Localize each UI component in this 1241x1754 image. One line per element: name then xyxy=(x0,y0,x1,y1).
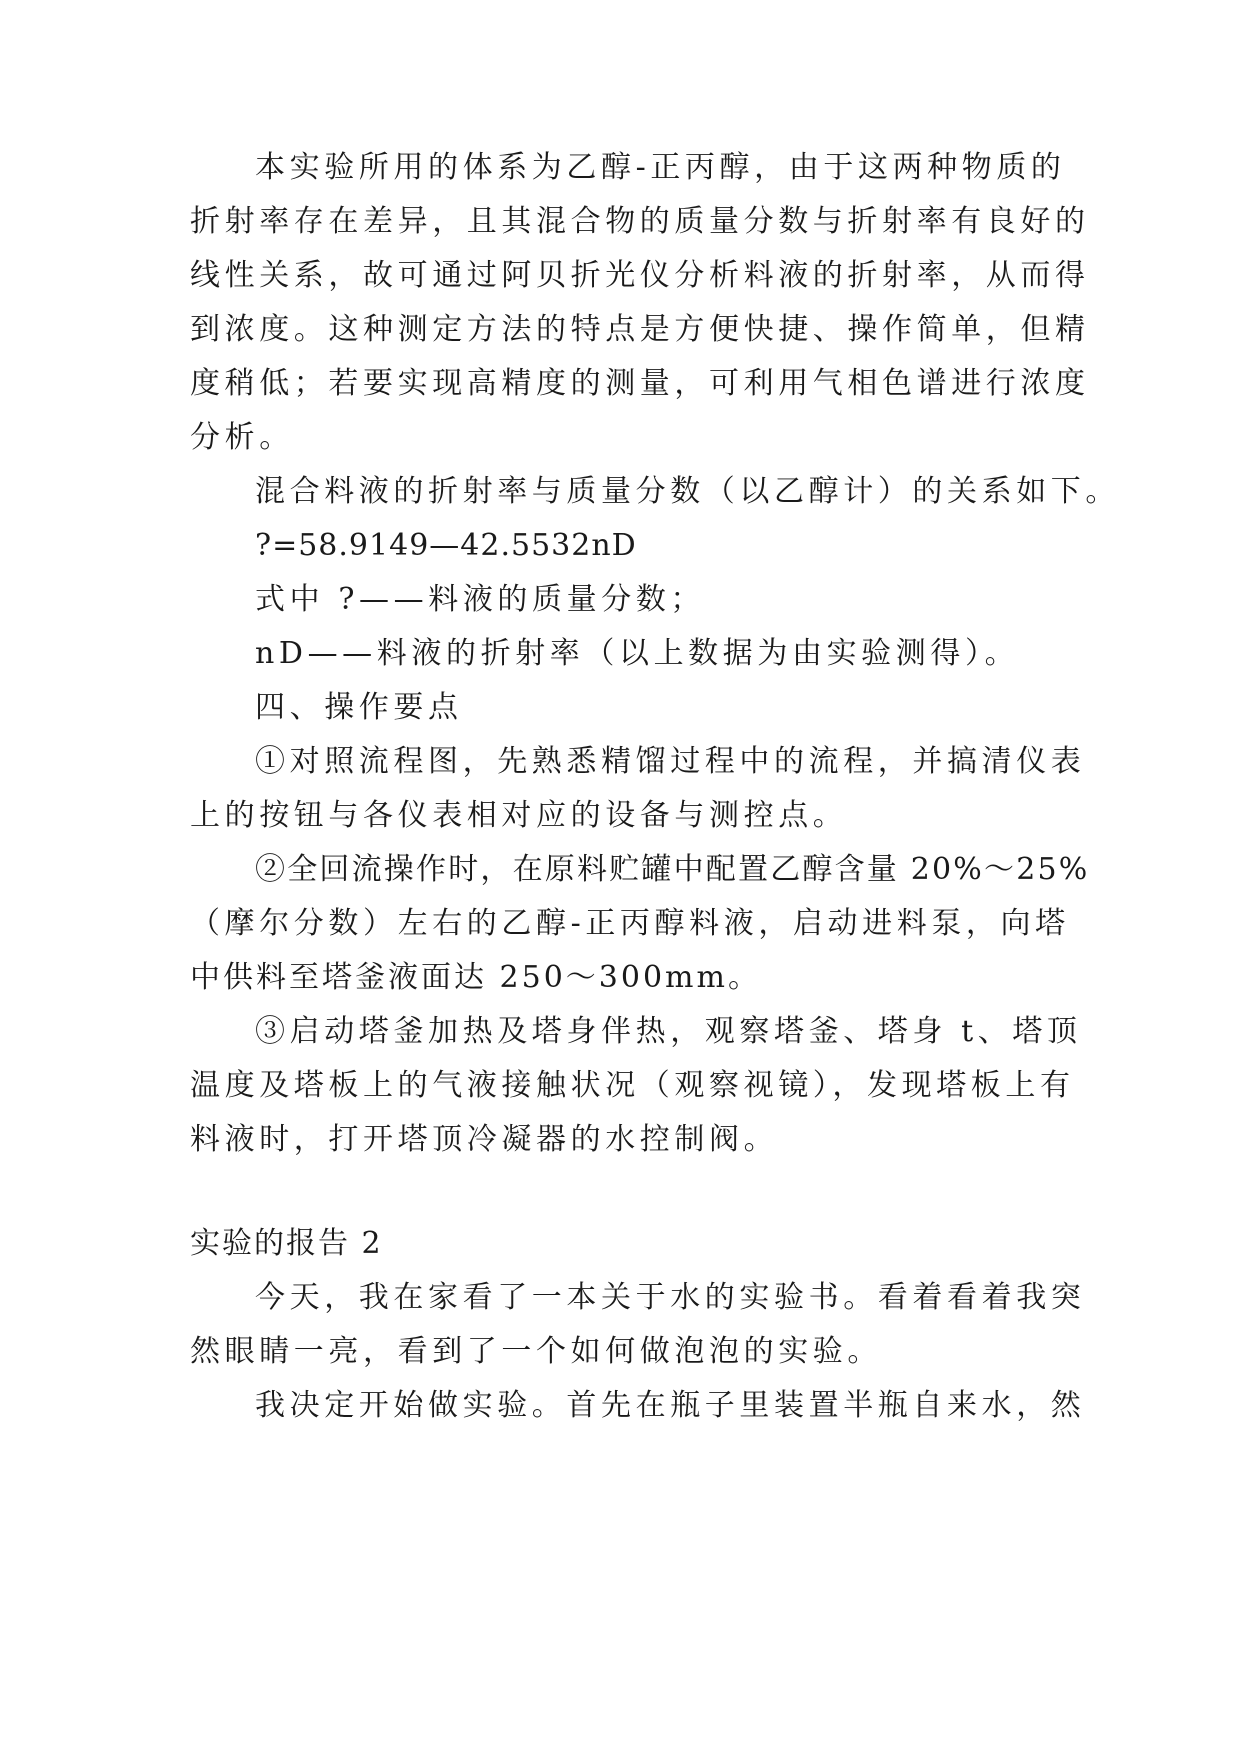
step-line: （摩尔分数）左右的乙醇-正丙醇料液，启动进料泵，向塔 xyxy=(190,906,1070,941)
text-line: 分析。 xyxy=(190,420,294,455)
text-line: 本实验所用的体系为乙醇-正丙醇，由于这两种物质的 xyxy=(255,150,1066,185)
text-line: 度稍低；若要实现高精度的测量，可利用气相色谱进行浓度 xyxy=(190,366,1090,401)
formula: ?=58.9149—42.5532nD xyxy=(255,528,637,563)
step-line: ③启动塔釜加热及塔身伴热，观察塔釜、塔身 t、塔顶 xyxy=(255,1014,1082,1049)
step-line: 温度及塔板上的气液接触状况（观察视镜），发现塔板上有 xyxy=(190,1068,1075,1103)
definition-line: 式中 ?——料液的质量分数； xyxy=(255,582,706,617)
section-title: 实验的报告 2 xyxy=(190,1226,383,1261)
step-line: ②全回流操作时，在原料贮罐中配置乙醇含量 20%～25% xyxy=(255,852,1090,887)
step-line: ①对照流程图，先熟悉精馏过程中的流程，并搞清仪表 xyxy=(255,744,1086,779)
text-line: 今天，我在家看了一本关于水的实验书。看着看着我突 xyxy=(255,1280,1086,1315)
text-line: 然眼睛一亮，看到了一个如何做泡泡的实验。 xyxy=(190,1334,882,1369)
text-line: 到浓度。这种测定方法的特点是方便快捷、操作简单，但精 xyxy=(190,312,1090,347)
text-line: 混合料液的折射率与质量分数（以乙醇计）的关系如下。 xyxy=(255,474,1120,509)
text-line: 折射率存在差异，且其混合物的质量分数与折射率有良好的 xyxy=(190,204,1090,239)
section-heading: 四、操作要点 xyxy=(255,690,463,725)
text-line: 线性关系，故可通过阿贝折光仪分析料液的折射率，从而得 xyxy=(190,258,1090,293)
step-line: 料液时，打开塔顶冷凝器的水控制阀。 xyxy=(190,1122,779,1157)
step-line: 中供料至塔釜液面达 250～300mm。 xyxy=(190,960,761,995)
text-line: 我决定开始做实验。首先在瓶子里装置半瓶自来水，然 xyxy=(255,1388,1086,1423)
definition-line: nD——料液的折射率（以上数据为由实验测得）。 xyxy=(255,636,1020,671)
step-line: 上的按钮与各仪表相对应的设备与测控点。 xyxy=(190,798,848,833)
